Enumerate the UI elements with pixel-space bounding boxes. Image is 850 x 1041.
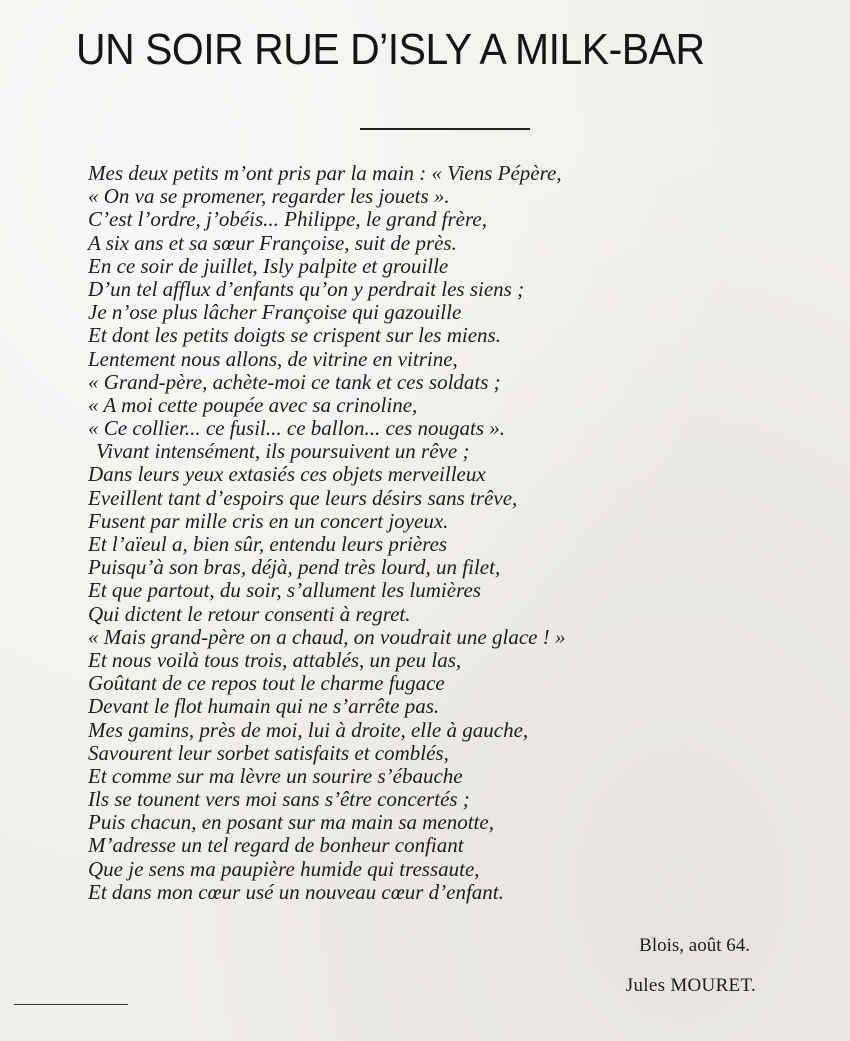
author-signature: Jules MOURET. [625,975,756,996]
poem-title: UN SOIR RUE D’ISLY A MILK-BAR [76,25,705,74]
title-underline [360,128,530,130]
verse-line: Et nous voilà tous trois, attablés, un peu las, [88,647,462,672]
verse-line: Et dont les petits doigts se crispent sur les miens. [88,323,501,348]
verse-line: « Mais grand-père on a chaud, on voudrait une glace ! » [88,624,566,649]
verse-line: Lentement nous allons, de vitrine en vitrine, [88,346,458,371]
poem-body [88,162,828,904]
verse-line: Fusent par mille cris en un concert joyeux. [88,508,449,533]
verse-line: M’adresse un tel regard de bonheur confiant [88,833,464,858]
verse-line: Savourent leur sorbet satisfaits et comblés, [88,740,449,765]
verse-line: Qui dictent le retour consenti à regret. [88,601,411,626]
verse-line: « A moi cette poupée avec sa crinoline, [88,392,418,417]
verse-line: Et l’aïeul a, bien sûr, entendu leurs prières [88,532,448,556]
verse-line: D’un tel afflux d’enfants qu’on y perdrait les siens ; [88,276,525,301]
verse-line: Je n’ose plus lâcher Françoise qui gazouille [88,300,462,325]
verse-line: Et comme sur ma lèvre un sourire s’ébauche [88,763,463,788]
verse-line: Mes gamins, près de moi, lui à droite, elle à gauche, [88,717,529,742]
verse-line: Et dans mon cœur usé un nouveau cœur d’enfant. [88,879,504,904]
verse-line: « Ce collier... ce fusil... ce ballon... ces nougats ». [88,416,506,441]
verse-line: Eveillent tant d’espoirs que leurs désirs sans trêve, [88,485,518,510]
verse-line: Ils se tounent vers moi sans s’être concertés ; [88,787,470,812]
verse-line: « Grand-père, achète-moi ce tank et ces soldats ; [88,369,501,394]
place-date: Blois, août 64. [639,935,750,956]
verse-line: Goûtant de ce repos tout le charme fugace [88,671,445,696]
verse-line: Puisqu’à son bras, déjà, pend très lourd, un filet, [88,555,501,580]
verse-line: En ce soir de juillet, Isly palpite et grouille [88,253,449,278]
verse-line: Mes deux petits m’ont pris par la main : « Viens Pépère, [88,161,562,185]
verse-line: Devant le flot humain qui ne s’arrête pas. [88,694,440,719]
verse-line: A six ans et sa sœur Françoise, suit de près. [88,230,457,255]
verse-line: C’est l’ordre, j’obéis... Philippe, le grand frère, [88,207,487,232]
verse-line: Que je sens ma paupière humide qui tressaute, [88,856,480,881]
verse-line: Et que partout, du soir, s’allument les lumières [88,578,481,603]
verse-line: Puis chacun, en posant sur ma main sa menotte, [88,810,494,835]
verse-line: Vivant intensément, ils poursuivent un rêve ; [96,439,470,464]
footer-rule [14,1004,128,1005]
verse-line: « On va se promener, regarder les jouets ». [88,184,450,209]
verse-line: Dans leurs yeux extasiés ces objets merveilleux [88,462,486,487]
